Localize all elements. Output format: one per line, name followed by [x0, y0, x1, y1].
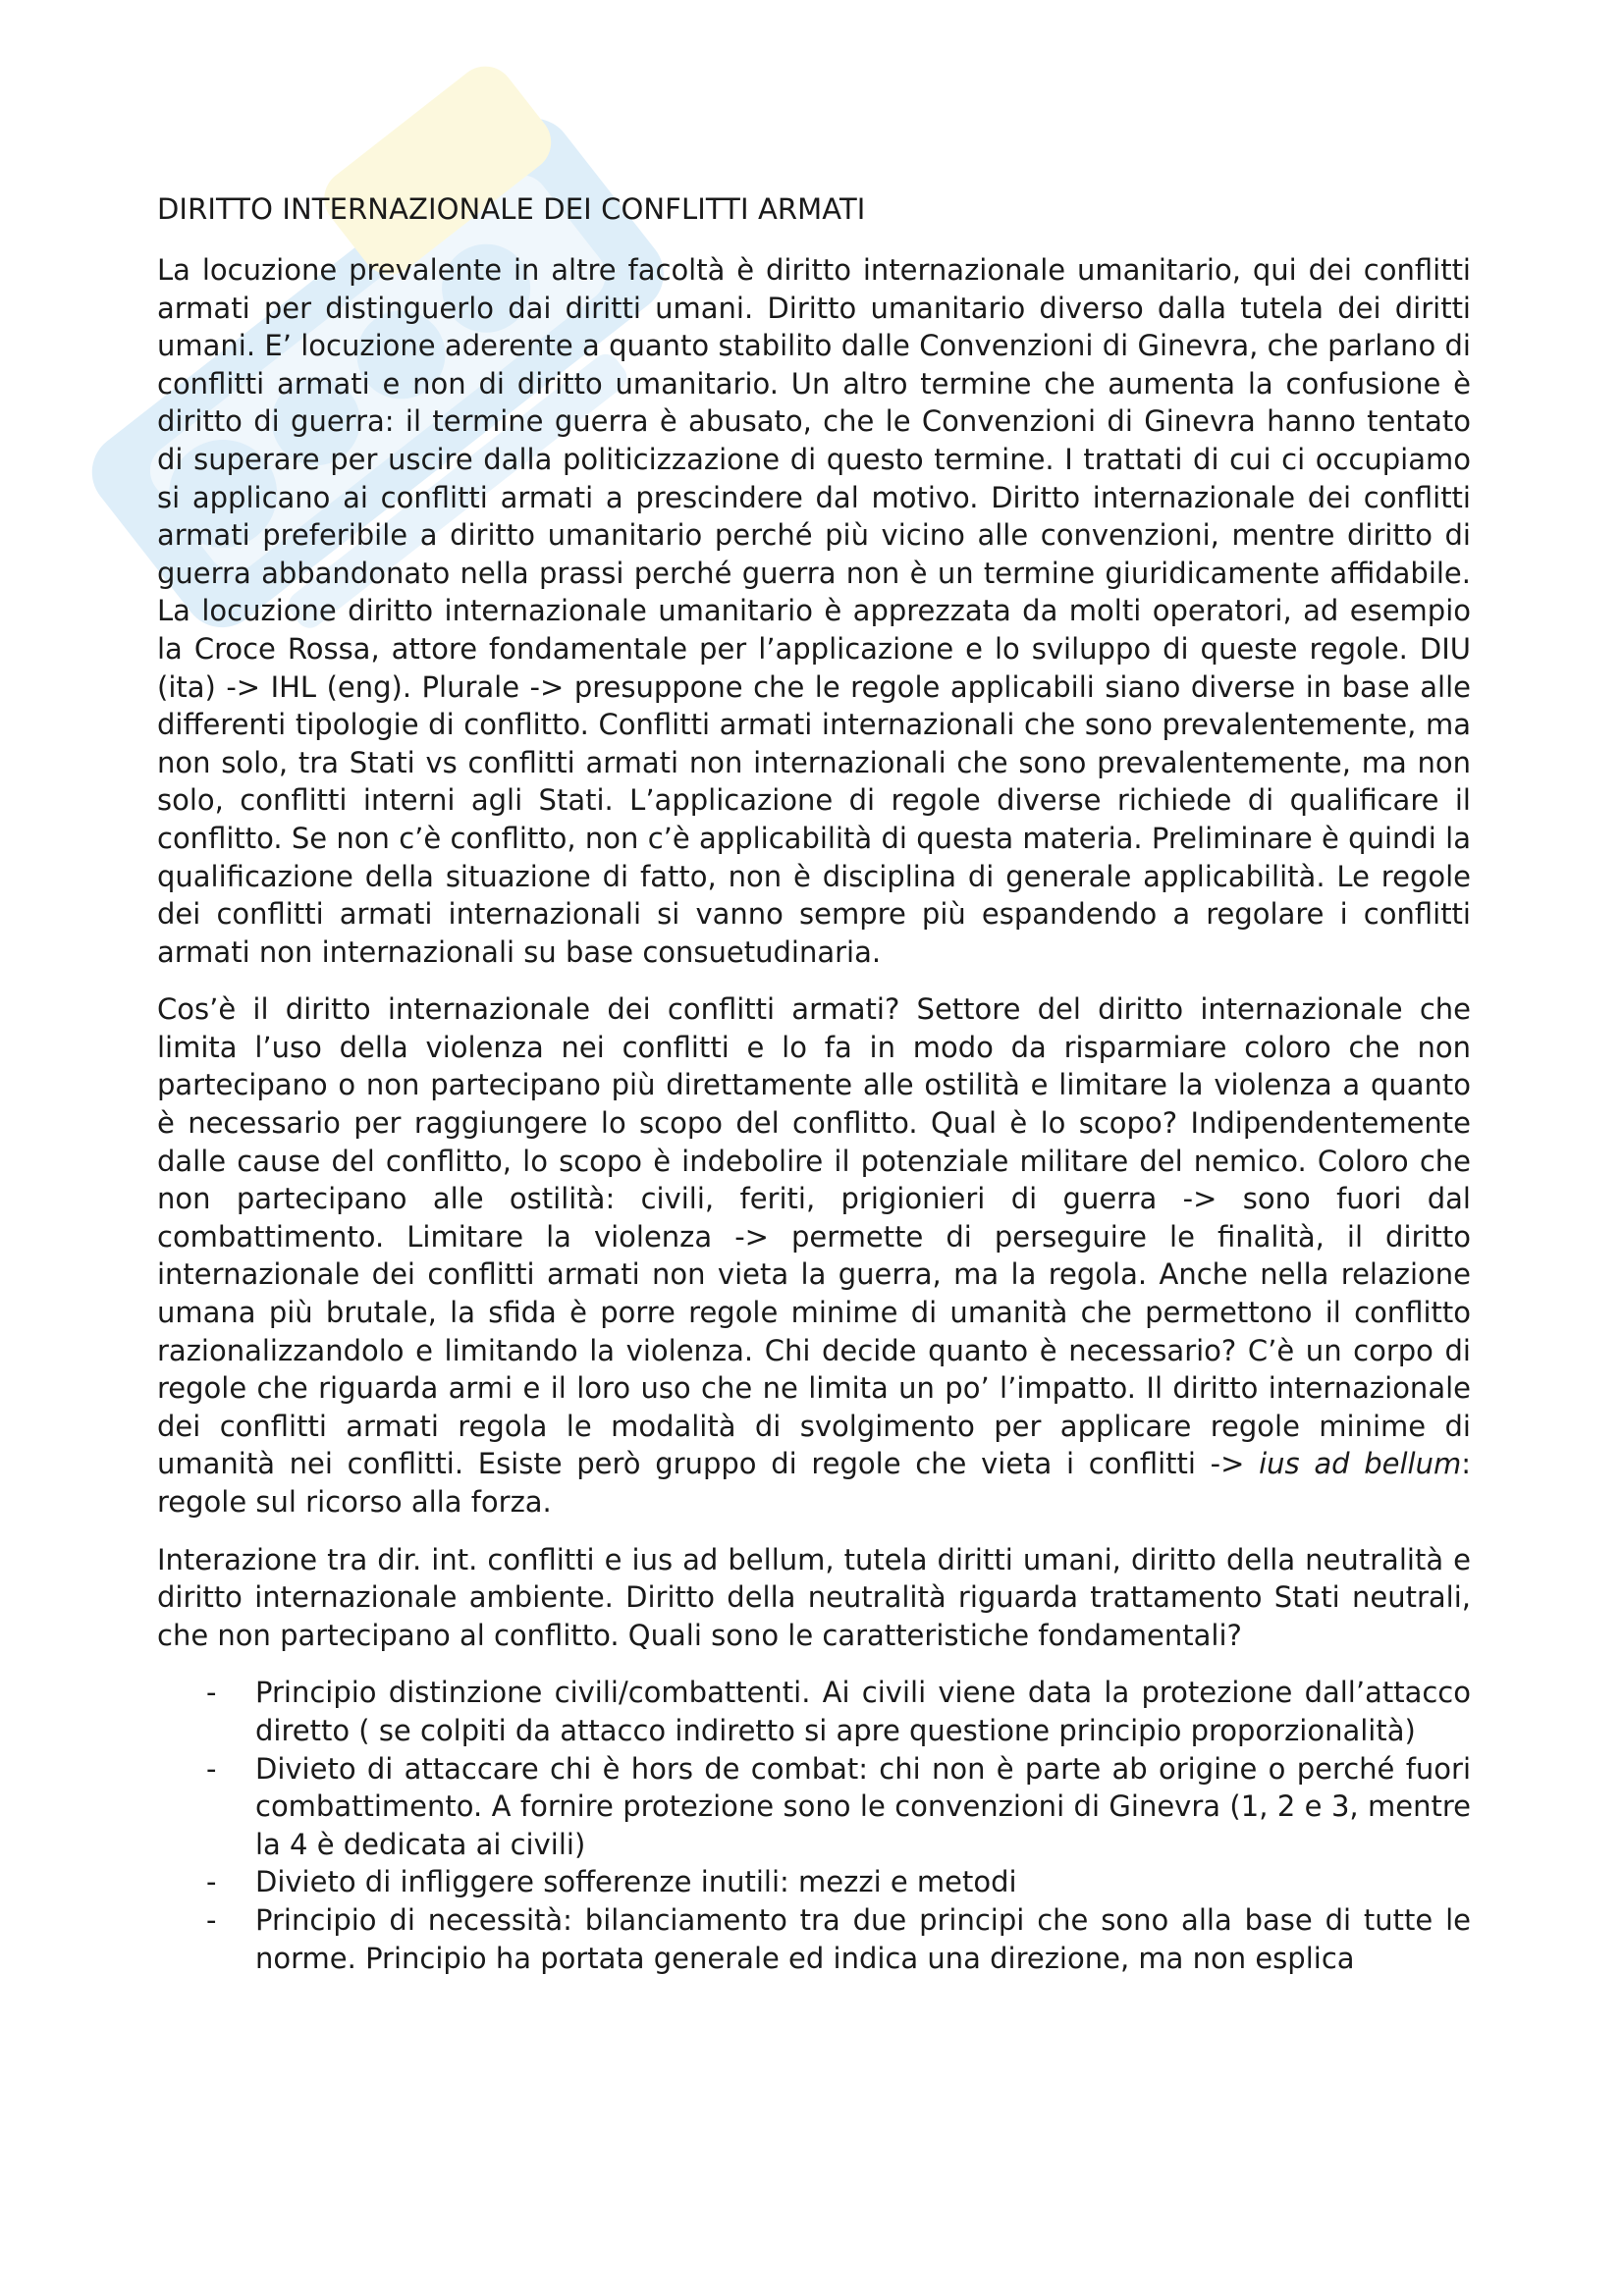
italic-term-ius-ad-bellum: ius ad bellum — [1259, 1447, 1462, 1481]
document-title: DIRITTO INTERNAZIONALE DEI CONFLITTI ARMATI — [157, 192, 866, 226]
list-item — [157, 1901, 1471, 1977]
list-item-text: Divieto di attaccare chi è hors de combat: chi non è parte ab origine o perché fuori combattimento. A fornire protezione sono le convenzioni di Ginevra (1, 2 e 3, mentre la 4 è dedicata ai civili) — [255, 1751, 1471, 1861]
paragraph-interaction: Interazione tra dir. int. conflitti e ius ad bellum, tutela diritti umani, diritto della neutralità e diritto internazionale ambiente. Diritto della neutralità riguarda trattamento Stati neutrali, che non partecipano al conflitto. Quali sono le caratteristiche fondamentali? — [157, 1542, 1471, 1652]
document-page — [157, 190, 1471, 1977]
bullet-dash: - — [206, 1902, 217, 1937]
list-item — [157, 1863, 1471, 1901]
paragraph-definition — [157, 990, 1471, 1521]
list-item-text: Principio distinzione civili/combattenti. Ai civili viene data la protezione dall’attacco diretto ( se colpiti da attacco indiretto si apre questione principio proporzionalità) — [255, 1676, 1471, 1747]
principles-list — [157, 1674, 1471, 1977]
list-item-text: Principio di necessità: bilanciamento tra due principi che sono alla base di tutte le norme. Principio ha portata generale ed indica una direzione, ma non esplica — [255, 1902, 1471, 1975]
list-item — [157, 1750, 1471, 1864]
list-item — [157, 1674, 1471, 1749]
bullet-dash: - — [206, 1751, 217, 1786]
bullet-dash: - — [206, 1865, 217, 1899]
list-item-text: Divieto di infliggere sofferenze inutili: mezzi e metodi — [255, 1865, 1017, 1899]
bullet-dash: - — [206, 1676, 217, 1710]
paragraph-definition-tail: : regole sul ricorso alla forza. — [157, 1447, 1472, 1519]
paragraph-intro: La locuzione prevalente in altre facoltà è diritto internazionale umanitario, qui dei conflitti armati per distinguerlo dai diritti umani. Diritto umanitario diverso dalla tutela dei diritti umani. E’ locuzione aderente a quanto stabilito dalle Convenzioni di Ginevra, che parlano di conflitti armati e non di diritto umanitario. Un altro termine che aumenta la confusione è diritto di guerra: il termine guerra è abusato, che le Convenzioni di Ginevra hanno tentato di superare per uscire dalla politicizzazione di questo termine. I trattati di cui ci occupiamo si applicano ai conflitti armati a prescindere dal motivo. Diritto internazionale dei conflitti armati preferibile a diritto umanitario perché più vicino alle convenzioni, mentre diritto di guerra abbandonato nella prassi perché guerra non è un termine giuridicamente affidabile. La locuzione diritto internazionale umanitario è apprezzata da molti operatori, ad esempio la Croce Rossa, attore fondamentale per l’applicazione e lo sviluppo di queste regole. DIU (ita) -> IHL (eng). Plurale -> presuppone che le regole applicabili siano diverse in base alle differenti tipologie di conflitto. Conflitti armati internazionali che sono prevalentemente, ma non solo, tra Stati vs conflitti armati non internazionali che sono prevalentemente, ma non solo, conflitti interni agli Stati. L’applicazione di regole diverse richiede di qualificare il conflitto. Se non c’è conflitto, non c’è applicabilità di questa materia. Preliminare è quindi la qualificazione della situazione di fatto, non è disciplina di generale applicabilità. Le regole dei conflitti armati internazionali si vanno sempre più espandendo a regolare i conflitti armati non internazionali su base consuetudinaria. — [157, 253, 1471, 969]
paragraph-definition-text: Cos’è il diritto internazionale dei conflitti armati? Settore del diritto internazionale che limita l’uso della violenza nei conflitti e lo fa in modo da risparmiare coloro che non partecipano o non partecipano più direttamente alle ostilità e limitare la violenza a quanto è necessario per raggiungere lo scopo del conflitto. Qual è lo scopo? Indipendentemente dalle cause del conflitto, lo scopo è indebolire il potenziale militare del nemico. Coloro che non partecipano alle ostilità: civili, feriti, prigionieri di guerra -> sono fuori dal combattimento. Limitare la violenza -> permette di perseguire le finalità, il diritto internazionale dei conflitti armati non vieta la guerra, ma la regola. Anche nella relazione umana più brutale, la sfida è porre regole minime di umanità che permettono il conflitto razionalizzandolo e limitando la violenza. Chi decide quanto è necessario? C’è un corpo di regole che riguarda armi e il loro uso che ne limita un po’ l’impatto. Il diritto internazionale dei conflitti armati regola le modalità di svolgimento per applicare regole minime di umanità nei conflitti. Esiste però gruppo di regole che vieta i conflitti -> — [157, 992, 1471, 1481]
